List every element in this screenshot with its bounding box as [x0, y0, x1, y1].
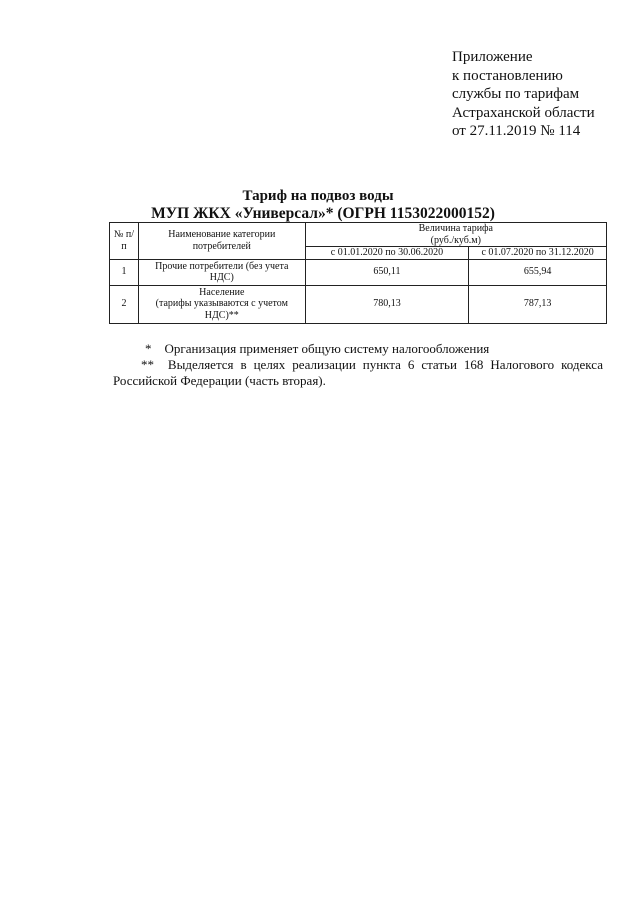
row-category-line: Население: [199, 286, 245, 298]
footnotes: [113, 341, 603, 389]
footnote-2-text-line1: Выделяется в целях реализации пункта 6 статьи 168 Налогового кодекса: [167, 357, 603, 372]
row-num: 2: [110, 285, 139, 323]
header-tariff: [305, 223, 606, 247]
footnote-1: [113, 341, 603, 357]
appendix-line: к постановлению: [452, 67, 563, 84]
header-period-1: с 01.01.2020 по 30.06.2020: [305, 247, 469, 260]
table-row: [110, 259, 607, 285]
row-value-period-1: 650,11: [305, 259, 469, 285]
footnote-1-mark: *: [145, 341, 152, 356]
table-row: [110, 285, 607, 323]
row-num: 1: [110, 259, 139, 285]
row-category-line: НДС)**: [204, 309, 239, 321]
header-num-label: № п/п: [113, 229, 135, 252]
row-category-line: Прочие потребители (без учета: [155, 260, 289, 272]
header-category: [138, 223, 305, 260]
row-category: [138, 285, 305, 323]
header-tariff-label: Величина тарифа: [418, 223, 493, 234]
row-value-period-2: 787,13: [469, 285, 607, 323]
row-category-line: (тарифы указываются с учетом: [155, 298, 288, 310]
tariff-table: [109, 222, 607, 324]
row-value-period-1: 780,13: [305, 285, 469, 323]
appendix-line: Приложение: [452, 49, 533, 65]
appendix-line: Астраханской области: [452, 104, 595, 121]
header-num: [110, 223, 139, 260]
appendix-line: службы по тарифам: [452, 86, 580, 102]
header-category-label: Наименование категории потребителей: [168, 229, 276, 252]
document-title: Тариф на подвоз воды: [242, 188, 394, 204]
footnote-2-mark: **: [141, 357, 154, 372]
footnote-2-continuation: Российской Федерации (часть вторая).: [113, 373, 326, 388]
row-category-line: НДС): [209, 272, 234, 283]
appendix-line: от 27.11.2019 № 114: [452, 123, 581, 139]
row-value-period-2: 655,94: [469, 259, 607, 285]
document-subtitle: МУП ЖКХ «Универсал»* (ОГРН 1153022000152): [151, 205, 495, 222]
header-tariff-unit: (руб./куб.м): [430, 234, 481, 246]
header-period-2: с 01.07.2020 по 31.12.2020: [469, 247, 607, 260]
footnote-2: [113, 357, 603, 373]
footnote-1-text: Организация применяет общую систему налогообложения: [164, 341, 490, 356]
row-category: [138, 259, 305, 285]
appendix-block: [452, 48, 595, 141]
